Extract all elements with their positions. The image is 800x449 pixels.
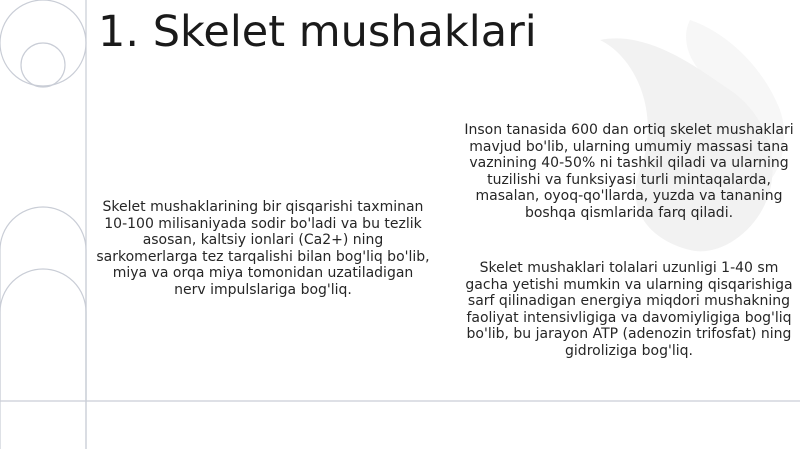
paragraph-right-bottom: Skelet mushaklari tolalari uzunligi 1-40 sm gacha yetishi mumkin va ularning qisqarishiga sarf qilinadigan energiya miqdori mushakning faoliyat intensivligiga va davomiyligiga bog'liq bo'lib, bu jarayon ATP (adenozin trifosfat) ning gidroliziga bog'liq. (465, 260, 793, 359)
slide-title: 1. Skelet mushaklari (98, 7, 537, 57)
paragraph-left: Skelet mushaklarining bir qisqarishi taxminan 10-100 milisaniyada sodir bo'ladi va bu tezlik asosan, kaltsiy ionlari (Ca2+) ning sarkomerlarga tez tarqalishi bilan bog'liq bo'lib, miya va orqa miya tomonidan uzatiladigan nerv impulslariga bog'liq. (96, 199, 430, 298)
arch-upper (0, 207, 86, 400)
paragraph-right-top: Inson tanasida 600 dan ortiq skelet mushaklari mavjud bo'lib, ularning umumiy massasi tana vaznining 40-50% ni tashkil qiladi va ularning tuzilishi va funksiyasi turli mintaqalarda, masalan, oyoq-qo'llarda, yuzda va tananing boshqa qismlarida farq qiladi. (464, 122, 794, 221)
top-circle-small (21, 43, 65, 87)
arch-lower (0, 269, 86, 449)
